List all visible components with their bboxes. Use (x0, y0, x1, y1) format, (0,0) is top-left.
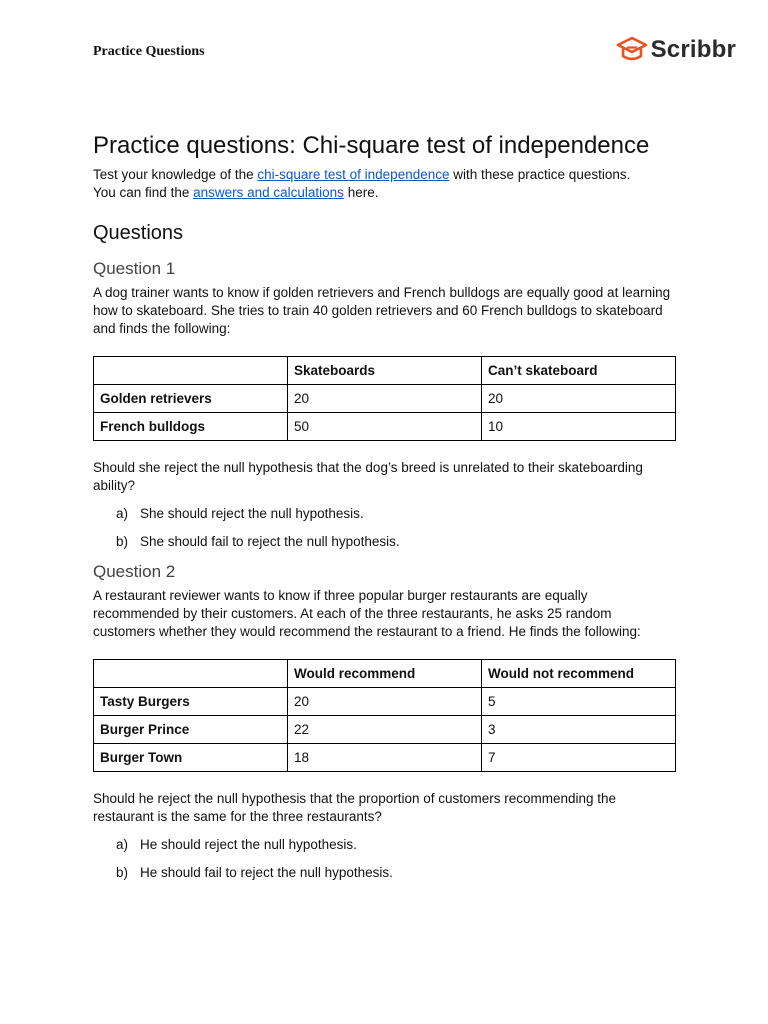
table-header-cell: Can’t skateboard (482, 357, 676, 385)
list-item (93, 836, 677, 854)
question-1-table (93, 356, 676, 441)
table-header-cell: Would recommend (288, 660, 482, 688)
graduation-cap-icon (615, 35, 649, 65)
question-1-prompt: Should she reject the null hypothesis that the dog’s breed is unrelated to their skateboarding ability? (93, 460, 643, 493)
table-cell: 5 (482, 688, 676, 716)
question-1-heading: Question 1 (93, 259, 176, 278)
list-item (93, 505, 677, 523)
option-letter: a) (116, 837, 129, 852)
option-letter: b) (116, 865, 129, 880)
table-cell: 22 (288, 716, 482, 744)
row-label: Burger Town (94, 744, 288, 772)
question-1-text: A dog trainer wants to know if golden retrievers and French bulldogs are equally good at learning how to skateboard. She tries to train 40 golden retrievers and 60 French bulldogs to skateboard and finds the following: (93, 285, 671, 336)
chi-square-link[interactable]: chi-square test of independence (257, 167, 450, 182)
table-cell (94, 660, 288, 688)
questions-heading: Questions (93, 222, 184, 244)
header-label: Practice Questions (93, 44, 205, 59)
table-row (94, 716, 676, 744)
question-2-options (93, 836, 677, 882)
table-row (94, 744, 676, 772)
intro-text: here. (343, 185, 379, 200)
intro-paragraph (93, 166, 677, 202)
document-body (93, 130, 677, 892)
question-2-heading: Question 2 (93, 562, 176, 581)
question-2-prompt: Should he reject the null hypothesis that the proportion of customers recommending the restaurant is the same for the three restaurants? (93, 791, 617, 824)
page-header (93, 36, 736, 73)
option-text: He should fail to reject the null hypothesis. (140, 865, 393, 880)
intro-text: Test your knowledge of the (93, 167, 258, 182)
option-text: He should reject the null hypothesis. (140, 837, 357, 852)
table-cell: 18 (288, 744, 482, 772)
table-cell (94, 357, 288, 385)
brand-name: Scribbr (650, 36, 736, 63)
page-title: Practice questions: Chi-square test of independence (93, 132, 650, 159)
intro-text: You can find the (93, 185, 194, 200)
table-cell: 3 (482, 716, 676, 744)
table-row (94, 385, 676, 413)
table-row (94, 413, 676, 441)
option-letter: b) (116, 534, 129, 549)
intro-text: with these practice questions. (449, 167, 631, 182)
question-1-options (93, 505, 677, 551)
table-header-row (94, 357, 676, 385)
question-2-table (93, 659, 676, 772)
row-label: Burger Prince (94, 716, 288, 744)
option-text: She should reject the null hypothesis. (140, 506, 364, 521)
table-cell: 20 (288, 688, 482, 716)
table-row (94, 688, 676, 716)
row-label: Tasty Burgers (94, 688, 288, 716)
option-text: She should fail to reject the null hypothesis. (140, 534, 400, 549)
table-header-row (94, 660, 676, 688)
question-2-text: A restaurant reviewer wants to know if three popular burger restaurants are equally recommended by their customers. At each of the three restaurants, he asks 25 random customers whether they would recommend the restaurant to a friend. He finds the following: (93, 588, 641, 639)
row-label: Golden retrievers (94, 385, 288, 413)
table-header-cell: Would not recommend (482, 660, 676, 688)
option-letter: a) (116, 506, 129, 521)
row-label: French bulldogs (94, 413, 288, 441)
list-item (93, 533, 677, 551)
table-cell: 20 (288, 385, 482, 413)
table-cell: 7 (482, 744, 676, 772)
list-item (93, 864, 677, 882)
table-cell: 20 (482, 385, 676, 413)
brand-logo[interactable] (615, 35, 736, 65)
answers-link[interactable]: answers and calculations (193, 185, 344, 200)
table-cell: 50 (288, 413, 482, 441)
table-header-cell: Skateboards (288, 357, 482, 385)
table-cell: 10 (482, 413, 676, 441)
